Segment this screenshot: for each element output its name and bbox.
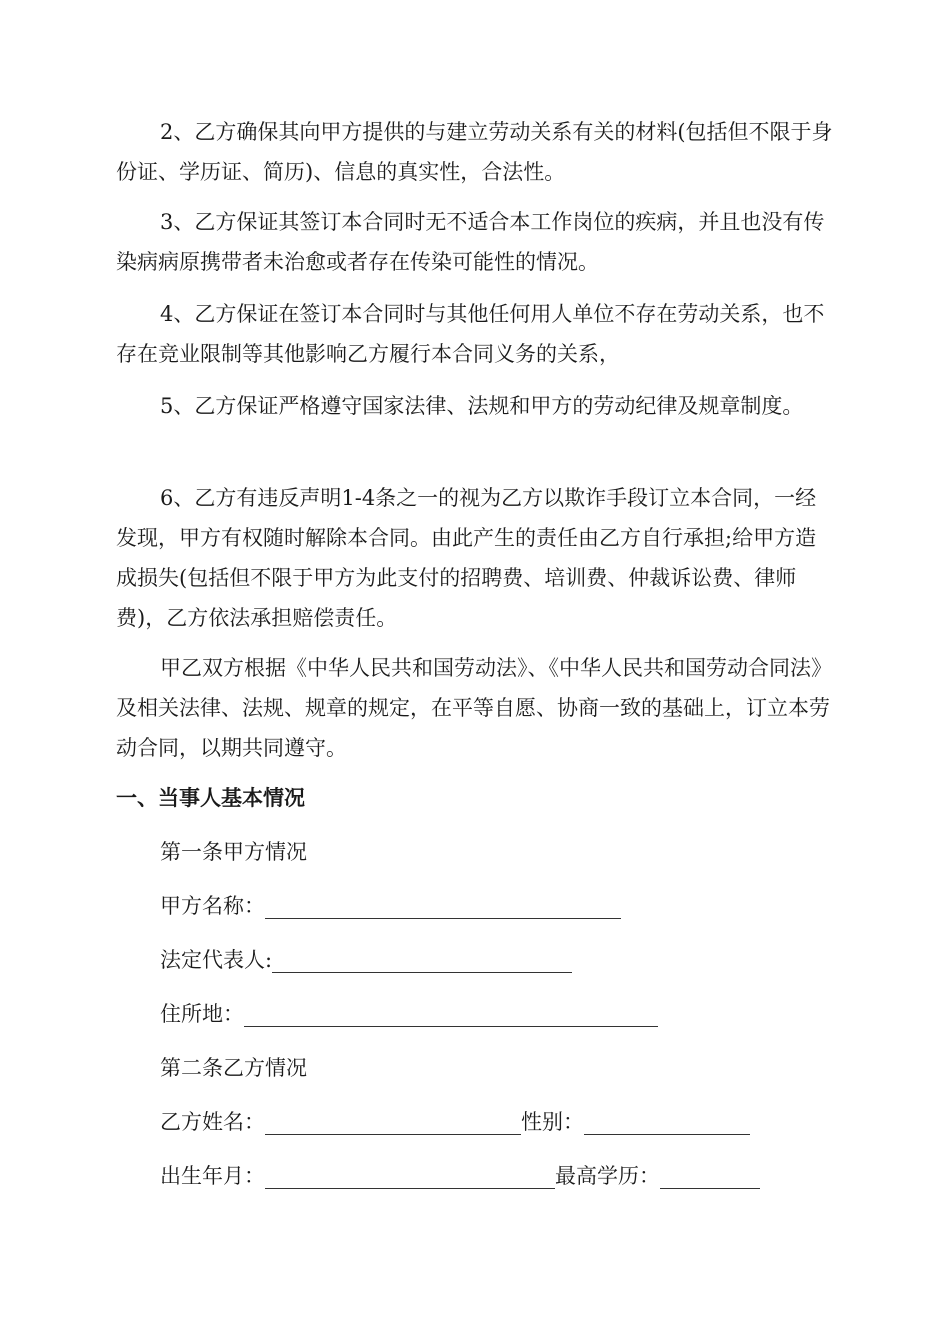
paragraph-clause-5: 5、乙方保证严格遵守国家法律、法规和甲方的劳动纪律及规章制度。 [160, 394, 804, 418]
education-blank[interactable] [660, 1162, 760, 1189]
section-heading: 一、当事人基本情况 [116, 785, 305, 810]
education-label: 最高学历： [555, 1164, 660, 1188]
address-blank[interactable] [244, 1000, 658, 1027]
article2-title: 第二条乙方情况 [160, 1056, 307, 1080]
paragraph-clause-4: 4、乙方保证在签订本合同时与其他任何用人单位不存在劳动关系，也不存在竞业限制等其他影响乙方履行本合同义务的关系， [116, 302, 825, 366]
party-b-name-label: 乙方姓名： [160, 1110, 265, 1134]
party-a-name-blank[interactable] [265, 892, 621, 919]
birth-label: 出生年月： [160, 1164, 265, 1188]
party-a-name-row [160, 886, 621, 926]
party-a-name-label: 甲方名称： [160, 894, 265, 918]
paragraph-clause-2: 2、乙方确保其向甲方提供的与建立劳动关系有关的材料(包括但不限于身份证、学历证、简历)、信息的真实性，合法性。 [116, 120, 833, 184]
address-label: 住所地： [160, 1002, 244, 1026]
paragraph-preamble: 甲乙双方根据《中华人民共和国劳动法》、《中华人民共和国劳动合同法》及相关法律、法规、规章的规定，在平等自愿、协商一致的基础上，订立本劳动合同，以期共同遵守。 [116, 656, 832, 760]
paragraph-clause-6: 6、乙方有违反声明1-4条之一的视为乙方以欺诈手段订立本合同，一经发现，甲方有权随时解除本合同。由此产生的责任由乙方自行承担;给甲方造成损失(包括但不限于甲方为此支付的招聘费、培训费、仲裁诉讼费、律师费)，乙方依法承担赔偿责任。 [116, 486, 817, 630]
article1-title: 第一条甲方情况 [160, 840, 307, 864]
birth-blank[interactable] [265, 1162, 555, 1189]
gender-label: 性别： [521, 1110, 584, 1134]
party-b-name-blank[interactable] [265, 1108, 521, 1135]
legal-rep-label: 法定代表人: [160, 948, 273, 972]
address-row [160, 994, 658, 1034]
legal-rep-blank[interactable] [272, 946, 572, 973]
birth-row [160, 1156, 760, 1196]
gender-blank[interactable] [584, 1108, 750, 1135]
paragraph-clause-3: 3、乙方保证其签订本合同时无不适合本工作岗位的疾病，并且也没有传染病病原携带者未治愈或者存在传染可能性的情况。 [116, 210, 825, 274]
party-b-name-row [160, 1102, 750, 1142]
legal-rep-row [160, 940, 572, 980]
